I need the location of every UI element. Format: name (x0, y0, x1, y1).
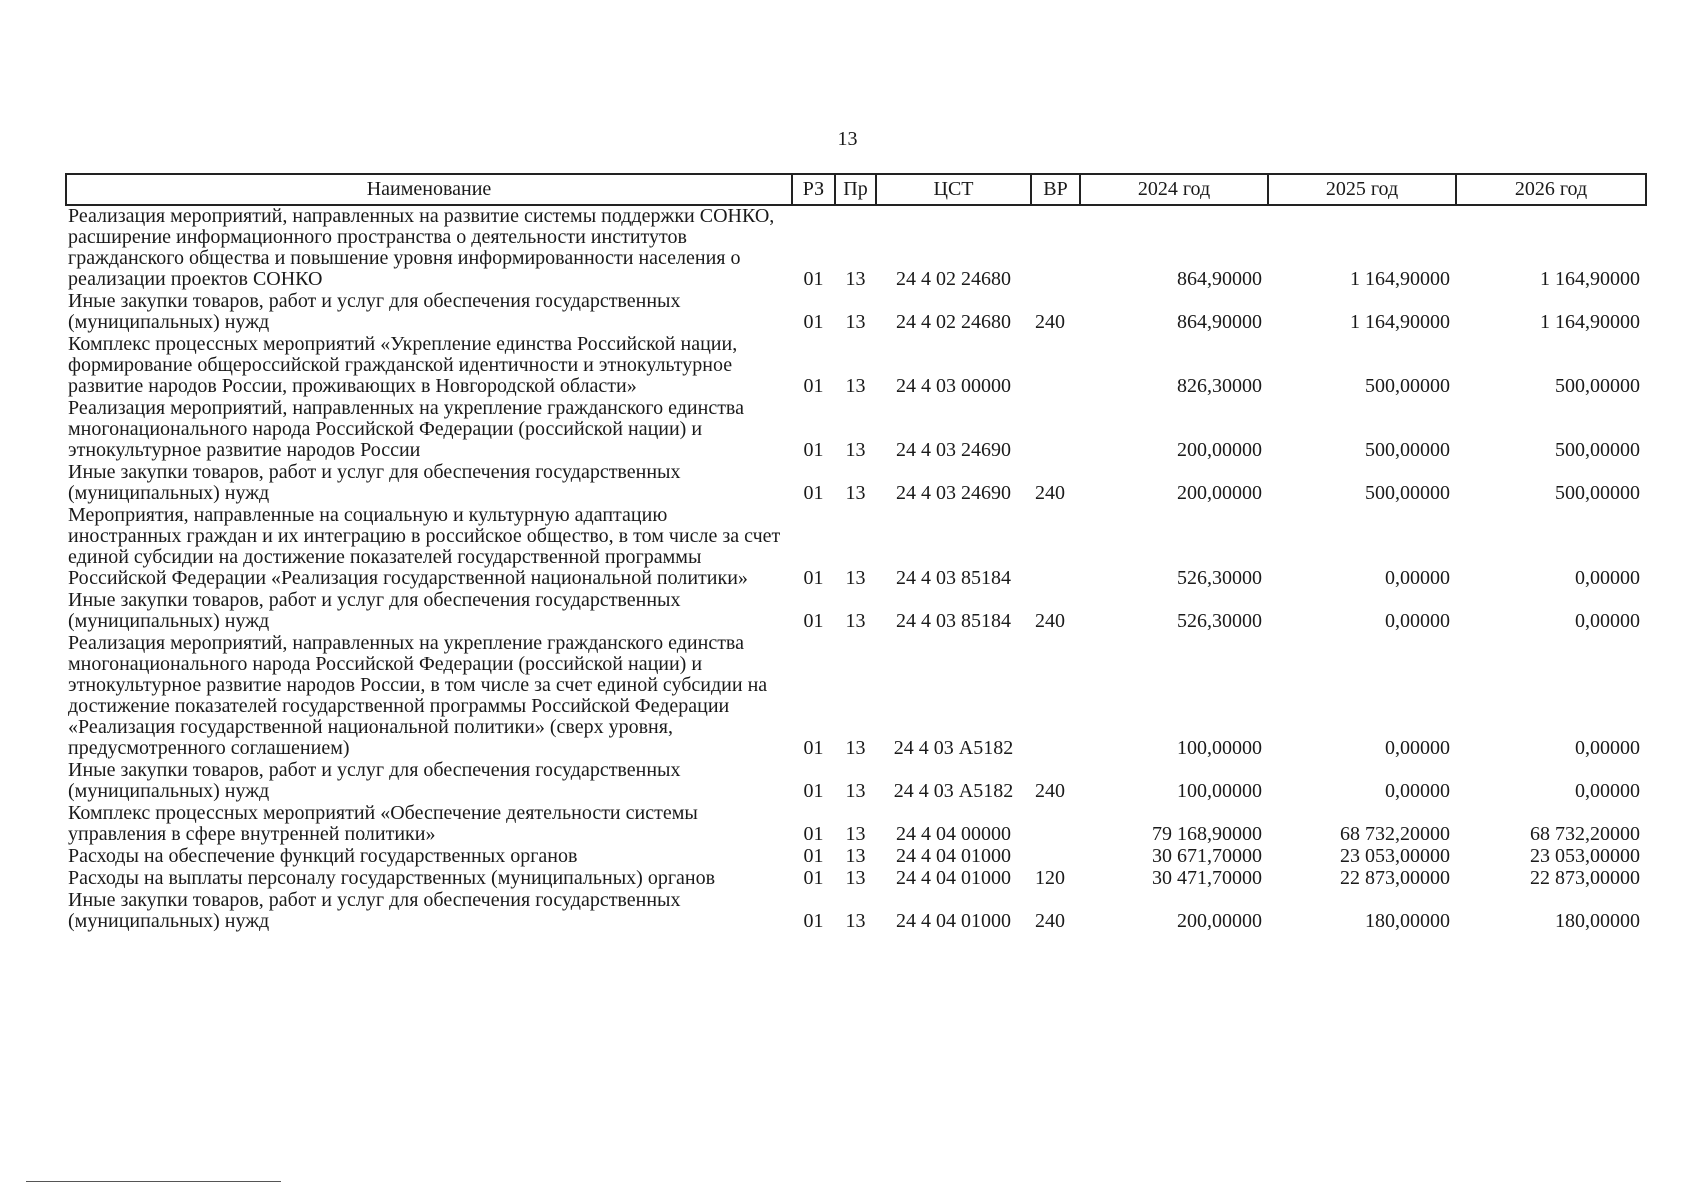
table-row (66, 590, 1646, 633)
header-pr: Пр (835, 174, 876, 205)
row-cst: 24 4 04 01000 (896, 845, 1011, 867)
table-row (66, 462, 1646, 505)
row-2024: 79 168,90000 (1152, 823, 1262, 845)
row-name: Иные закупки товаров, работ и услуг для обеспечения государственных (муниципальных) нужд (68, 589, 681, 632)
row-pr: 13 (845, 610, 866, 632)
row-cst: 24 4 02 24680 (896, 311, 1011, 333)
row-rz: 01 (803, 867, 824, 889)
table-row (66, 633, 1646, 760)
row-rz: 01 (803, 375, 824, 397)
row-rz: 01 (803, 845, 824, 867)
header-vr: ВР (1031, 174, 1080, 205)
row-2025: 1 164,90000 (1350, 268, 1450, 290)
row-cst: 24 4 04 00000 (896, 823, 1011, 845)
header-cst: ЦСТ (876, 174, 1031, 205)
row-vr (1031, 633, 1080, 760)
row-vr (1031, 398, 1080, 462)
row-name: Иные закупки товаров, работ и услуг для обеспечения государственных (муниципальных) нужд (68, 461, 681, 504)
table-row (66, 868, 1646, 890)
row-name: Расходы на выплаты персоналу государственных (муниципальных) органов (68, 867, 716, 889)
row-rz: 01 (803, 780, 824, 802)
row-2025: 0,00000 (1385, 737, 1450, 759)
row-rz: 01 (803, 567, 824, 589)
row-name: Комплекс процессных мероприятий «Укрепление единства Российской нации, формирование общероссийской гражданской идентичности и этнокультурное развитие народов России, проживающих в Новгородской области» (68, 333, 738, 397)
header-name: Наименование (66, 174, 792, 205)
row-vr: 240 (1035, 610, 1065, 632)
row-2024: 200,00000 (1177, 482, 1262, 504)
row-cst: 24 4 03 24690 (896, 482, 1011, 504)
row-name: Реализация мероприятий, направленных на укрепление гражданского единства многонационального народа Российской Федерации (российской нации) и этнокультурное развитие народов России, в том числе за счет единой субсидии на достижение показателей государственной программы Российской Федерации «Реализация государственной национальной политики» (сверх уровня, предусмотренного соглашением) (68, 632, 768, 759)
table-row (66, 846, 1646, 868)
row-2025: 0,00000 (1385, 610, 1450, 632)
page-number: 13 (837, 128, 858, 150)
row-pr: 13 (845, 737, 866, 759)
row-name: Мероприятия, направленные на социальную и культурную адаптацию иностранных граждан и их интеграцию в российское общество, в том числе за счет единой субсидии на достижение показателей государственной программы Российской Федерации «Реализация государственной национальной политики» (68, 504, 781, 589)
row-name: Реализация мероприятий, направленных на развитие системы поддержки СОНКО, расширение информационного пространства о деятельности институтов гражданского общества и повышение уровня информированности населения о реализации проектов СОНКО (68, 205, 775, 290)
row-vr (1031, 846, 1080, 868)
row-pr: 13 (845, 910, 866, 932)
table-row (66, 803, 1646, 846)
row-vr (1031, 205, 1080, 291)
row-2025: 500,00000 (1365, 375, 1450, 397)
row-rz: 01 (803, 482, 824, 504)
row-2026: 500,00000 (1555, 482, 1640, 504)
table-row (66, 291, 1646, 334)
table-row (66, 205, 1646, 291)
table-row (66, 334, 1646, 398)
row-rz: 01 (803, 823, 824, 845)
row-2024: 526,30000 (1177, 567, 1262, 589)
row-rz: 01 (803, 737, 824, 759)
row-2025: 0,00000 (1385, 567, 1450, 589)
row-pr: 13 (845, 867, 866, 889)
row-2024: 864,90000 (1177, 311, 1262, 333)
row-vr: 120 (1035, 867, 1065, 889)
row-rz: 01 (803, 268, 824, 290)
row-vr (1031, 803, 1080, 846)
row-pr: 13 (845, 823, 866, 845)
row-vr: 240 (1035, 311, 1065, 333)
row-vr (1031, 505, 1080, 590)
row-2026: 23 053,00000 (1530, 845, 1640, 867)
row-cst: 24 4 03 00000 (896, 375, 1011, 397)
row-name: Иные закупки товаров, работ и услуг для обеспечения государственных (муниципальных) нужд (68, 290, 681, 333)
row-2025: 500,00000 (1365, 439, 1450, 461)
row-rz: 01 (803, 311, 824, 333)
row-2026: 0,00000 (1575, 737, 1640, 759)
header-2025: 2025 год (1268, 174, 1456, 205)
row-pr: 13 (845, 439, 866, 461)
row-rz: 01 (803, 439, 824, 461)
row-2026: 1 164,90000 (1540, 311, 1640, 333)
row-pr: 13 (845, 375, 866, 397)
header-2024: 2024 год (1080, 174, 1268, 205)
row-cst: 24 4 02 24680 (896, 268, 1011, 290)
row-name: Комплекс процессных мероприятий «Обеспечение деятельности системы управления в сфере внутренней политики» (68, 802, 698, 845)
row-2025: 1 164,90000 (1350, 311, 1450, 333)
row-name: Иные закупки товаров, работ и услуг для обеспечения государственных (муниципальных) нужд (68, 889, 681, 932)
row-pr: 13 (845, 567, 866, 589)
table-row (66, 505, 1646, 590)
row-pr: 13 (845, 268, 866, 290)
row-2026: 0,00000 (1575, 567, 1640, 589)
row-rz: 01 (803, 610, 824, 632)
header-2026: 2026 год (1456, 174, 1646, 205)
row-2024: 826,30000 (1177, 375, 1262, 397)
row-vr: 240 (1035, 482, 1065, 504)
row-2026: 0,00000 (1575, 610, 1640, 632)
row-pr: 13 (845, 845, 866, 867)
row-2024: 200,00000 (1177, 439, 1262, 461)
row-2025: 23 053,00000 (1340, 845, 1450, 867)
row-2024: 526,30000 (1177, 610, 1262, 632)
row-2026: 68 732,20000 (1530, 823, 1640, 845)
table-row (66, 890, 1646, 933)
table-body (66, 205, 1646, 933)
row-cst: 24 4 04 01000 (896, 910, 1011, 932)
footer-divider (26, 1181, 281, 1182)
row-pr: 13 (845, 780, 866, 802)
header-rz: РЗ (792, 174, 835, 205)
row-pr: 13 (845, 311, 866, 333)
row-2024: 100,00000 (1177, 780, 1262, 802)
row-2024: 100,00000 (1177, 737, 1262, 759)
row-2026: 180,00000 (1555, 910, 1640, 932)
row-name: Расходы на обеспечение функций государственных органов (68, 845, 578, 867)
row-cst: 24 4 03 А5182 (893, 737, 1014, 759)
row-2024: 30 471,70000 (1152, 867, 1262, 889)
row-2026: 500,00000 (1555, 375, 1640, 397)
table-header-row (66, 174, 1646, 205)
table-row (66, 398, 1646, 462)
row-2025: 22 873,00000 (1340, 867, 1450, 889)
budget-table (65, 173, 1647, 933)
row-cst: 24 4 03 24690 (896, 439, 1011, 461)
table-row (66, 760, 1646, 803)
row-2024: 200,00000 (1177, 910, 1262, 932)
row-cst: 24 4 03 85184 (896, 567, 1011, 589)
row-2025: 500,00000 (1365, 482, 1450, 504)
row-2025: 68 732,20000 (1340, 823, 1450, 845)
row-2024: 864,90000 (1177, 268, 1262, 290)
row-cst: 24 4 03 А5182 (893, 780, 1014, 802)
row-2026: 500,00000 (1555, 439, 1640, 461)
row-vr: 240 (1035, 780, 1065, 802)
row-2026: 22 873,00000 (1530, 867, 1640, 889)
row-name: Иные закупки товаров, работ и услуг для обеспечения государственных (муниципальных) нужд (68, 759, 681, 802)
row-2024: 30 671,70000 (1152, 845, 1262, 867)
row-name: Реализация мероприятий, направленных на укрепление гражданского единства многонационального народа Российской Федерации (российской нации) и этнокультурное развитие народов России (68, 397, 744, 461)
row-cst: 24 4 03 85184 (896, 610, 1011, 632)
row-vr (1031, 334, 1080, 398)
row-cst: 24 4 04 01000 (896, 867, 1011, 889)
row-vr: 240 (1035, 910, 1065, 932)
row-2025: 0,00000 (1385, 780, 1450, 802)
row-2025: 180,00000 (1365, 910, 1450, 932)
row-2026: 1 164,90000 (1540, 268, 1640, 290)
row-2026: 0,00000 (1575, 780, 1640, 802)
row-rz: 01 (803, 910, 824, 932)
row-pr: 13 (845, 482, 866, 504)
